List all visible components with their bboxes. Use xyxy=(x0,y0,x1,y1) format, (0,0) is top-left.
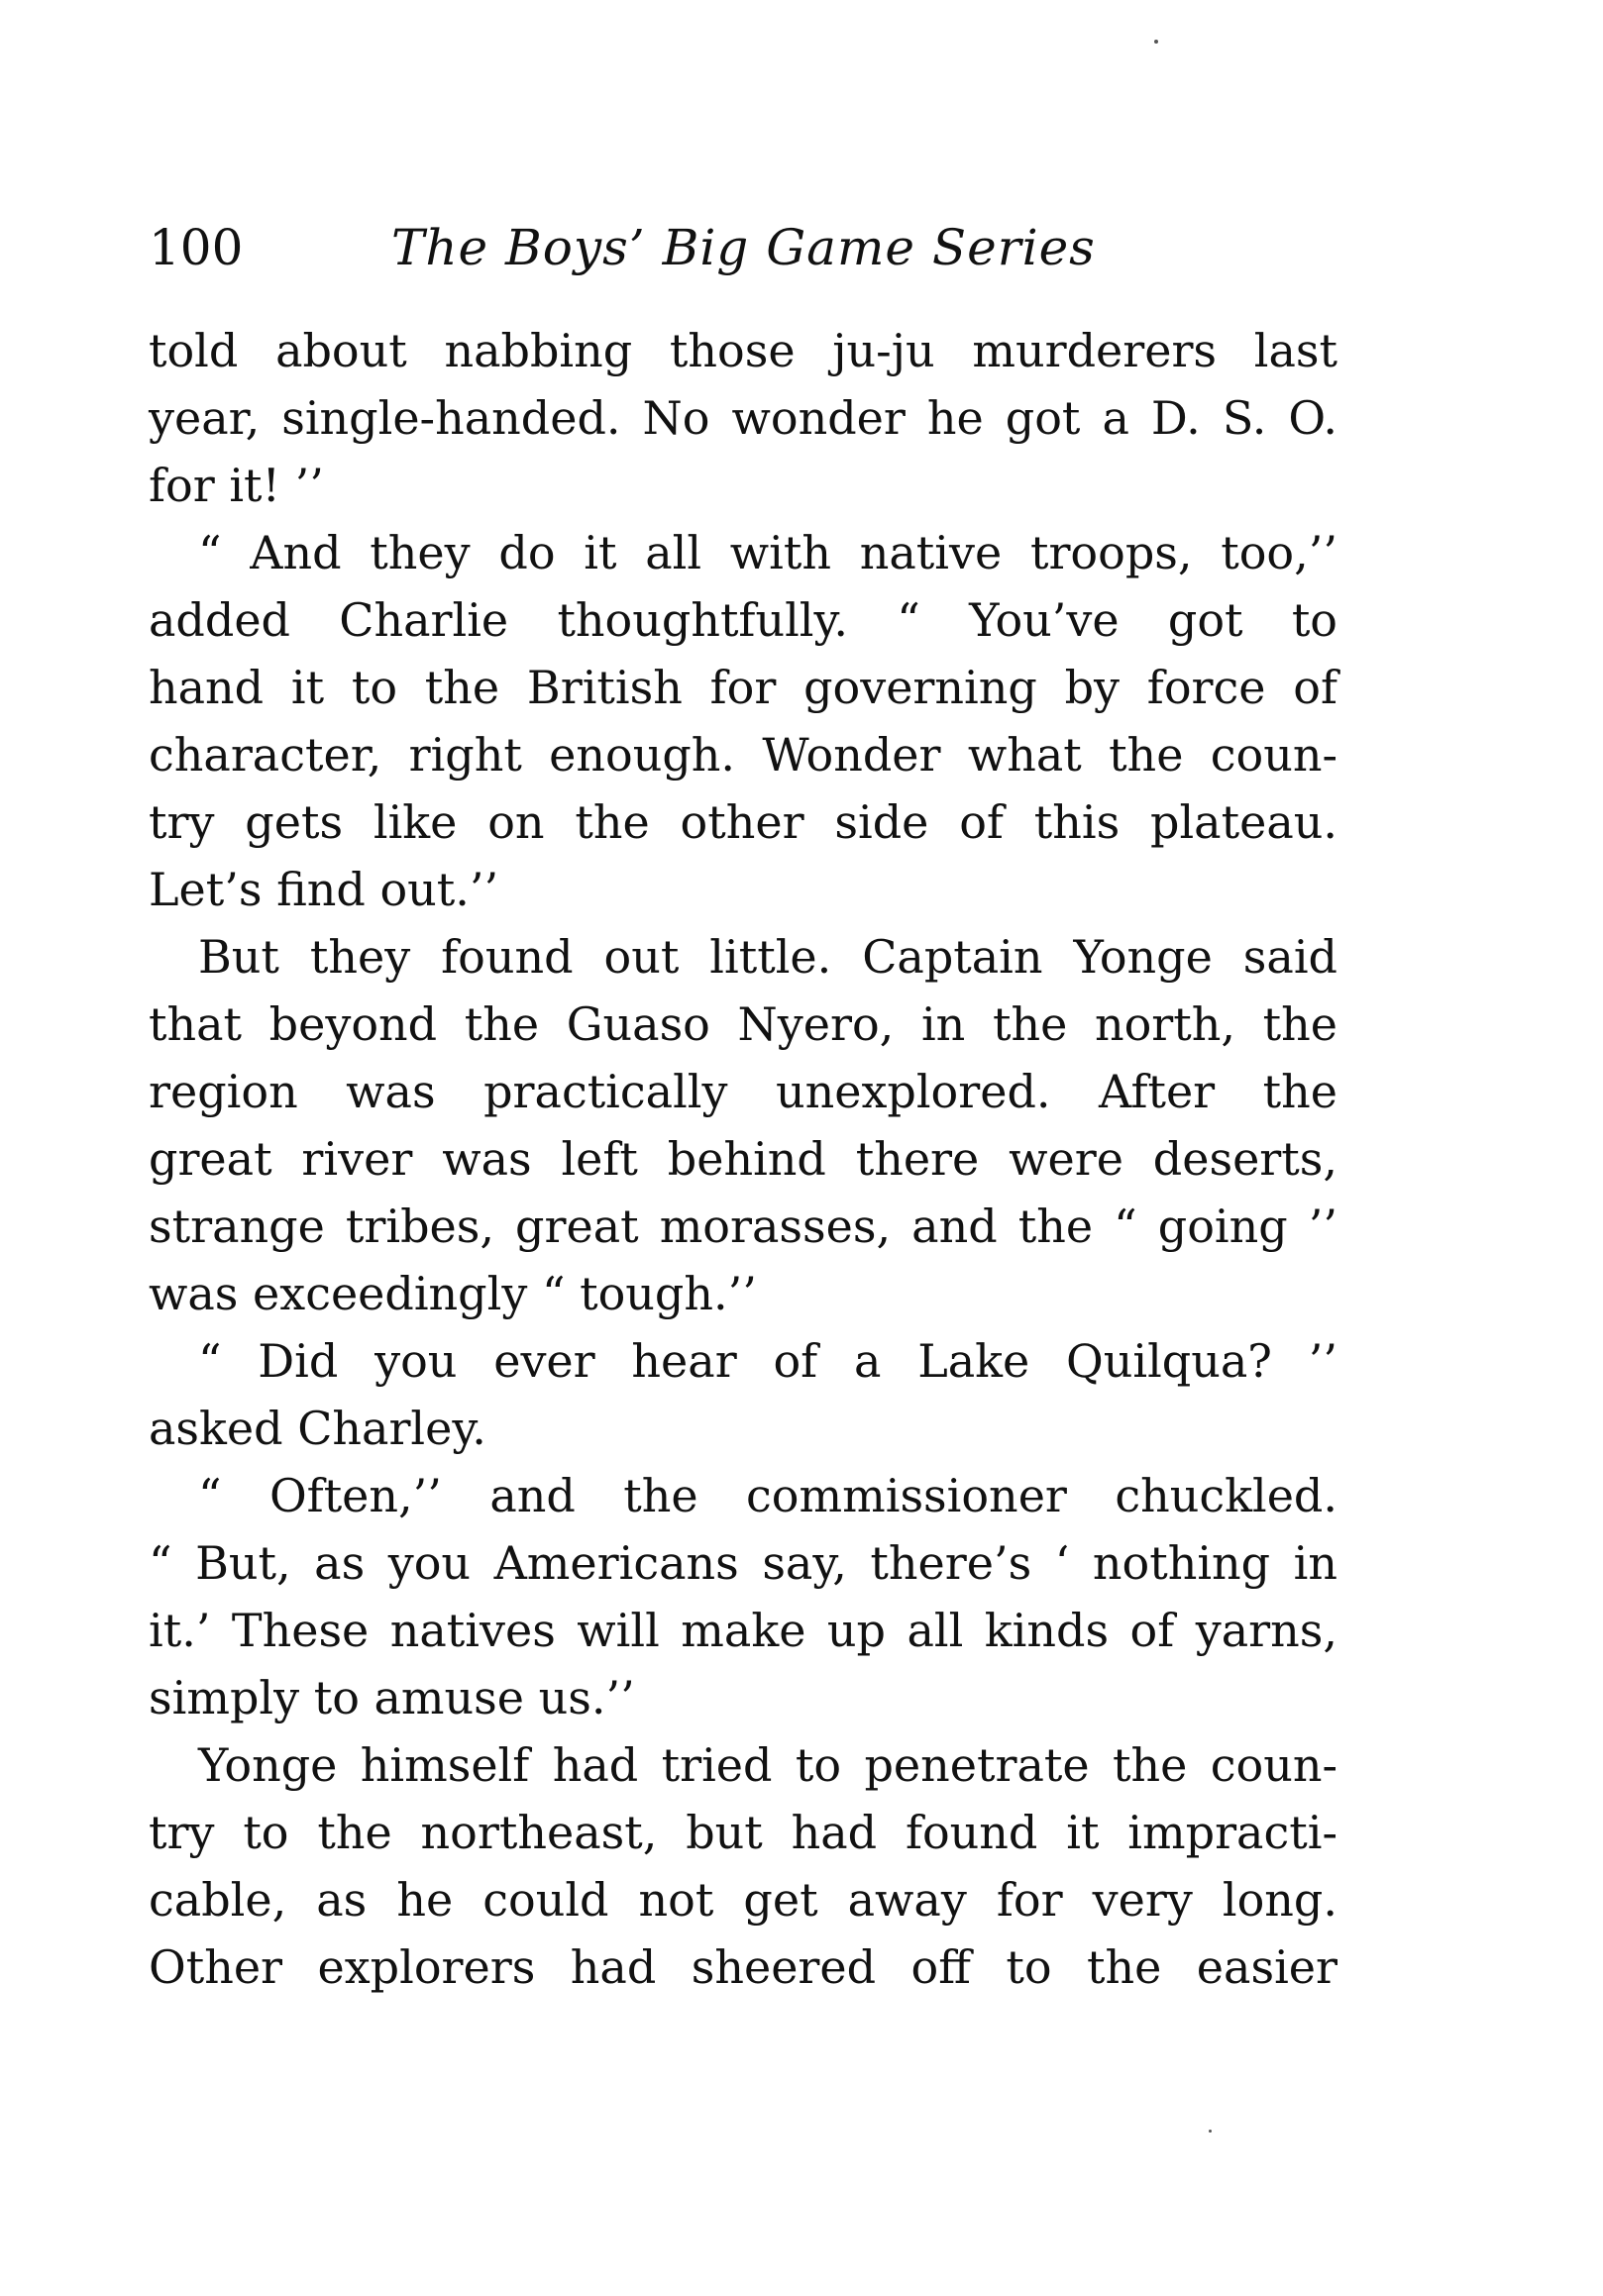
running-title: The Boys’ Big Game Series xyxy=(391,219,1096,276)
page-number: 100 xyxy=(149,219,244,276)
text-line: region was practically unexplored. After the xyxy=(149,1065,1337,1118)
text-line: it.’ These natives will make up all kinds of yarns, xyxy=(149,1604,1337,1657)
text-line: Other explorers had sheered off to the easier xyxy=(149,1940,1337,1994)
text-line: added Charlie thoughtfully. “ You’ve got to xyxy=(149,593,1337,647)
text-line: strange tribes, great morasses, and the “ going ’’ xyxy=(149,1200,1337,1253)
text-line: year, single-handed. No wonder he got a D. S. O. xyxy=(149,391,1337,445)
text-line: hand it to the British for governing by force of xyxy=(149,661,1337,714)
page-header xyxy=(149,213,1367,282)
text-line: But they found out little. Captain Yonge said xyxy=(198,930,1337,984)
text-line: that beyond the Guaso Nyero, in the north, the xyxy=(149,997,1337,1051)
text-line: “ And they do it all with native troops, too,’’ xyxy=(198,526,1337,579)
text-line: asked Charley. xyxy=(149,1402,486,1455)
text-line: try gets like on the other side of this plateau. xyxy=(149,795,1337,849)
text-line: for it! ’’ xyxy=(149,459,324,512)
text-line: great river was left behind there were deserts, xyxy=(149,1132,1337,1186)
paper-speck xyxy=(1154,40,1158,44)
text-line: simply to amuse us.’’ xyxy=(149,1671,635,1724)
text-line: “ But, as you Americans say, there’s ‘ nothing in xyxy=(149,1536,1337,1590)
text-line: character, right enough. Wonder what the coun- xyxy=(149,728,1337,782)
text-line: cable, as he could not get away for very long. xyxy=(149,1873,1337,1927)
text-line: “ Did you ever hear of a Lake Quilqua? ’’ xyxy=(198,1334,1337,1388)
text-line: “ Often,’’ and the commissioner chuckled. xyxy=(198,1469,1337,1522)
paper-speck xyxy=(1209,2130,1212,2133)
text-line: Let’s find out.’’ xyxy=(149,863,499,916)
body-text xyxy=(149,317,1337,2001)
text-line: Yonge himself had tried to penetrate the coun- xyxy=(198,1738,1337,1792)
text-line: try to the northeast, but had found it impracti- xyxy=(149,1806,1337,1859)
text-line: told about nabbing those ju-ju murderers last xyxy=(149,324,1337,377)
text-line: was exceedingly “ tough.’’ xyxy=(149,1267,757,1320)
